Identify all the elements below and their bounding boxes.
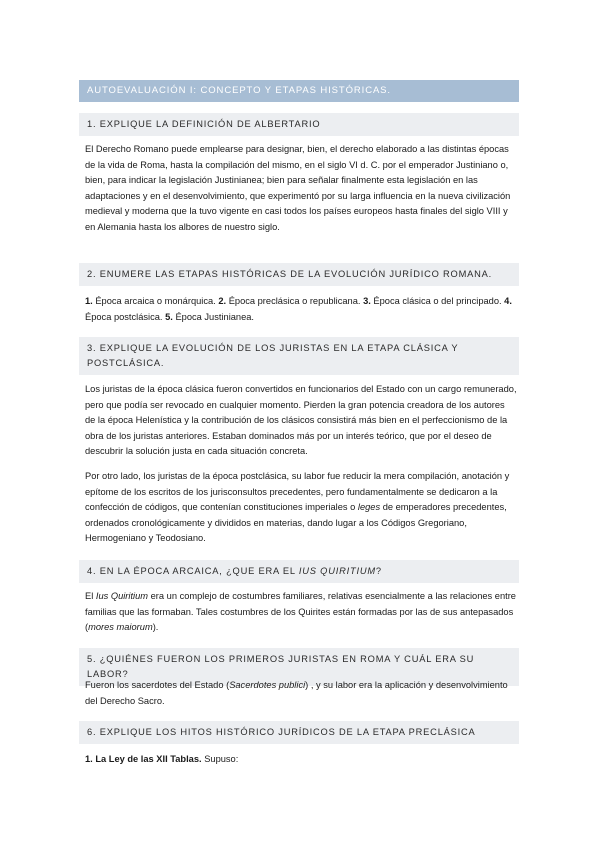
answer-3-text-c: de emperadores precedentes, ordenados cronológicamente y divididos en materias, dando lugar a los Códigos Gregoriano, Hermogeniano y Teodosiano. — [85, 502, 507, 543]
question-4-title-term: IUS QUIRITIUM — [298, 566, 376, 576]
answer-4-text — [85, 589, 517, 636]
answer-3-leges: leges — [357, 502, 381, 512]
answer-5-text-a: Fueron los sacerdotes del Estado ( — [85, 680, 230, 690]
answer-4-term: Ius Quiritium — [95, 591, 149, 601]
question-5-heading: 5. ¿QUIÉNES FUERON LOS PRIMEROS JURISTAS EN ROMA Y CUÁL ERA SU LABOR? — [79, 648, 519, 686]
question-4-title-a: 4. EN LA ÉPOCA ARCAICA, ¿QUE ERA EL — [87, 566, 299, 576]
answer-3-paragraph-1: Los juristas de la época clásica fueron convertidos en funcionarios del Estado con un cargo remunerado, pero que podía ser revocado en cualquier momento. Pierden la gran potencia creadora de los autores de la época Helenística y la contribución de los clásicos consistirá más bien en el perfeccionismo de la obra de los juristas anteriores. Estaban dominados más por un interés teórico, que por el deseo de descubrir la solución justa en cada situación concreta. — [85, 384, 517, 456]
stage-3-label: Época clásica o del principado. — [370, 296, 505, 306]
answer-5-text-c: ) , y su labor era la aplicación y desenvolvimiento del Derecho Sacro. — [85, 680, 508, 706]
stage-2-number: 2. — [218, 296, 227, 306]
answer-3-paragraph-2 — [85, 469, 517, 547]
answer-1-text: El Derecho Romano puede emplearse para designar, bien, el derecho elaborado a las distintas épocas de la vida de Roma, hasta la compilación del mismo, en el siglo VI d. C. por el emperador Justiniano o, bien, para indicar la legislación Justinianea; bien para señalar finalmente esta legislación en las adaptaciones y en el desenvolvimiento, que experimentó por su larga influencia en la nueva civilización medieval y moderna que la tuvo vigente en casi todos los países europeos hasta finales del siglo VIII y en Alemania hasta los albores de nuestro siglo. — [85, 144, 511, 232]
answer-4-text-a: El — [85, 591, 96, 601]
answer-4-text-c: era un complejo de costumbres familiares, relativas esencialmente a las relaciones entre familias que las formaban. Tales costumbres de los Quirites están formadas por las de sus antepasados ( — [85, 591, 516, 632]
section-banner: AUTOEVALUACIÓN I: CONCEPTO Y ETAPAS HISTÓRICAS. — [79, 80, 519, 102]
stage-4-label: Época postclásica. — [85, 311, 166, 322]
question-2-heading: 2. ENUMERE LAS ETAPAS HISTÓRICAS DE LA EVOLUCIÓN JURÍDICO ROMANA. — [79, 263, 519, 286]
stage-5-number: 5. — [165, 311, 173, 322]
stage-1-label: Época arcaica o monárquica. — [92, 296, 219, 306]
answer-5-term: Sacerdotes publici — [229, 680, 306, 690]
stage-4-number: 4. — [504, 296, 512, 306]
answer-5-text — [85, 678, 517, 709]
answer-3-text-a: Por otro lado, los juristas de la época postclásica, su labor fue reducir la mera compilación, anotación y epítome de los escritos de los jurisconsultos precedentes, pero fundamentalmente se dedicaron a la confección de códigos, que contenían constituciones imperiales o — [85, 471, 510, 512]
answer-4-mores: mores maiorum — [88, 622, 153, 632]
question-4-heading — [79, 560, 519, 583]
answer-2-text — [85, 294, 517, 325]
stage-5-label: Época Justinianea. — [172, 311, 255, 322]
stage-2-label: Época preclásica o republicana. — [226, 296, 364, 306]
answer-6-item-rest: Supuso: — [201, 754, 239, 764]
stage-1-number: 1. — [85, 296, 93, 306]
answer-6-item-title: 1. La Ley de las XII Tablas. — [85, 754, 202, 764]
stage-3-number: 3. — [363, 296, 371, 306]
question-6-heading: 6. EXPLIQUE LOS HITOS HISTÓRICO JURÍDICOS DE LA ETAPA PRECLÁSICA — [79, 721, 519, 744]
answer-6-item-1 — [85, 752, 517, 768]
question-4-title-c: ? — [375, 566, 382, 576]
question-1-heading: 1. EXPLIQUE LA DEFINICIÓN DE ALBERTARIO — [79, 113, 519, 136]
answer-4-text-e: ). — [152, 622, 159, 632]
question-3-heading: 3. EXPLIQUE LA EVOLUCIÓN DE LOS JURISTAS EN LA ETAPA CLÁSICA Y POSTCLÁSICA. — [79, 337, 519, 375]
